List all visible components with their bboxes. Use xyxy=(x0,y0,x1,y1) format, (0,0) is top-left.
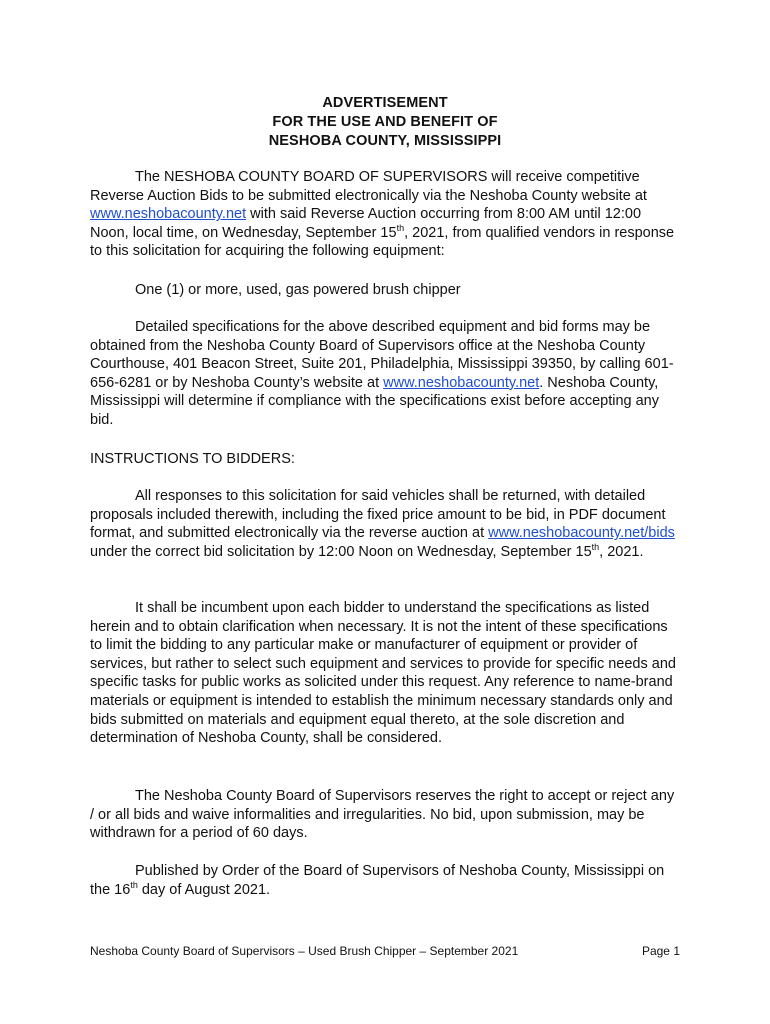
reserves-paragraph: The Neshoba County Board of Supervisors reserves the right to accept or reject any / or all bids and waive informalities and irregularities. No bid, upon submission, may be withdrawn for a period of 60 days. xyxy=(90,788,675,842)
responses-paragraph xyxy=(90,487,682,561)
bids-link[interactable]: www.neshobacounty.net/bids xyxy=(488,525,675,542)
footer-left: Neshoba County Board of Supervisors – Used Brush Chipper – September 2021 xyxy=(90,944,519,958)
advertisement-heading xyxy=(0,94,770,151)
equipment-line: One (1) or more, used, gas powered brush chipper xyxy=(135,282,461,298)
page-footer xyxy=(90,944,680,958)
intro-paragraph xyxy=(90,168,682,261)
specs-text-b: . Neshoba County, Mississippi will determine if compliance with the specifications exist before accepting any bid. xyxy=(90,374,659,428)
page-number: Page 1 xyxy=(641,944,680,958)
specs-text-a: Detailed specifications for the above described equipment and bid forms may be obtained from the Neshoba County Board of Supervisors office at the Neshoba County Courthouse, 401 Beacon Street, Suite 201, Philadelphia, Mississippi 39350, by calling 601-656-6281 or by Neshoba County’s website at xyxy=(90,319,674,391)
instructions-heading: INSTRUCTIONS TO BIDDERS: xyxy=(90,451,295,467)
responses-text-a: All responses to this solicitation for said vehicles shall be returned, with detailed proposals included therewith, including the fixed price amount to be bid, in PDF document format, and submitted electronically via the reverse auction at xyxy=(90,488,666,542)
published-text-b: day of August 2021. xyxy=(137,881,271,898)
heading-line-3: NESHOBA COUNTY, MISSISSIPPI xyxy=(268,133,502,149)
heading-line-2: FOR THE USE AND BENEFIT OF xyxy=(272,114,498,130)
intro-text-a: The NESHOBA COUNTY BOARD OF SUPERVISORS will receive competitive Reverse Auction Bids to be submitted electronically via the Neshoba County website at xyxy=(90,169,647,204)
county-website-link-2[interactable]: www.neshobacounty.net xyxy=(383,374,540,391)
intro-text-b: with said Reverse Auction occurring from 8:00 AM until 12:00 Noon, local time, on Wednesday, September 15 xyxy=(90,206,642,241)
responses-text-b: under the correct bid solicitation by 12:00 Noon on Wednesday, September 15 xyxy=(90,543,592,560)
published-superscript: th xyxy=(130,879,138,890)
incumbent-paragraph: It shall be incumbent upon each bidder to understand the specifications as listed herein and to obtain clarification when necessary. It is not the intent of these specifications to limit the bidding to any particular make or manufacturer of equipment or provider of services, but rather to select such equipment and services to provide for specific needs and specific tasks for public works as solicited under this request. Any reference to name-brand materials or equipment is intended to establish the minimum necessary standards only and bids submitted on materials and equipment equal thereto, at the sole discretion and determination of Neshoba County, shall be considered. xyxy=(90,600,676,747)
specifications-paragraph xyxy=(90,318,682,430)
published-text-a: Published by Order of the Board of Supervisors of Neshoba County, Mississippi on the 16 xyxy=(90,863,665,898)
intro-text-c: , 2021, from qualified vendors in response to this solicitation for acquiring the following equipment: xyxy=(90,224,675,260)
county-website-link[interactable]: www.neshobacounty.net xyxy=(90,206,247,223)
published-paragraph xyxy=(90,862,682,899)
responses-superscript: th xyxy=(591,541,600,552)
responses-text-c: , 2021. xyxy=(599,543,644,560)
heading-line-1: ADVERTISEMENT xyxy=(322,95,448,111)
intro-superscript: th xyxy=(396,222,405,233)
